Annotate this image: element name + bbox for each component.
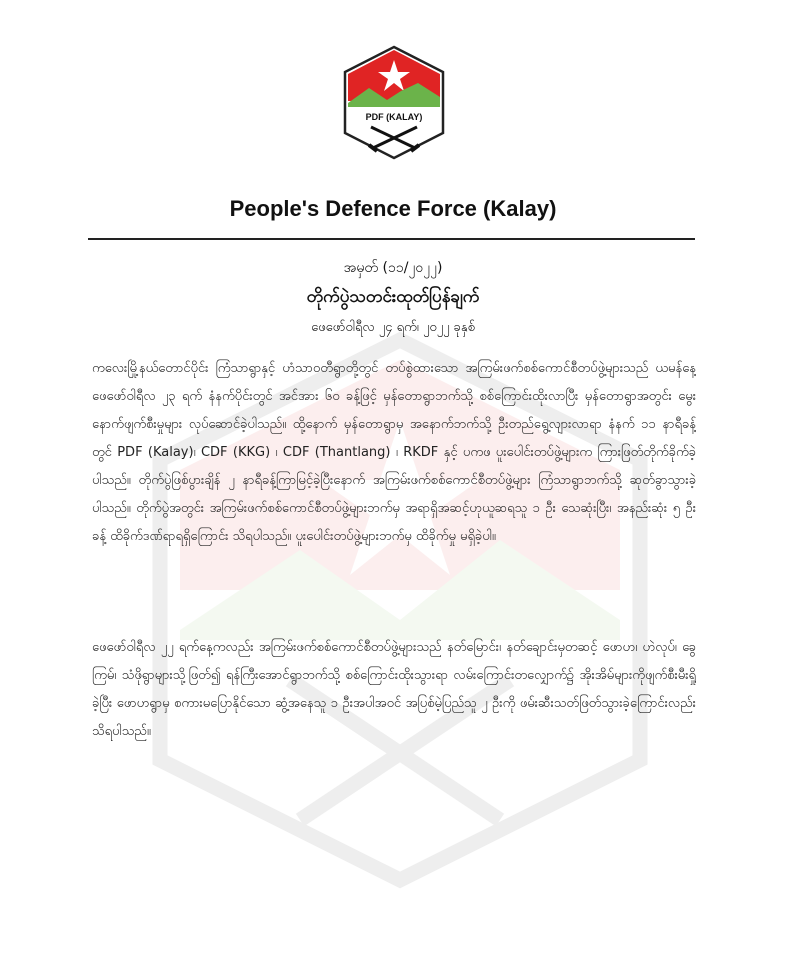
emblem-label: PDF (KALAY) [365, 112, 423, 122]
body-paragraph-2: ဖေဖော်ဝါရီလ ၂၂ ရက်နေ့ကလည်း အကြမ်းဖက်စစ်ကောင်စီတပ်ဖွဲ့များသည် နတ်မြောင်း၊ နတ်ချောင်းမှတဆင့် ဖောဟ၊ ဟဲလုပ်၊ ခွေကြမ်၊ သံဖိုရွာများသို့ဖြတ်၍ ရန်ကြီးအောင်ရွာဘက်သို့ စစ်ကြောင်းထိုးသွားရာ လမ်းကြောင်းတလျှောက်၌ အိုးအိမ်များကိုဖျက်စီးမီးရှို့ခဲ့ပြီး ဖောဟရွာမှ စကားမပြောနိုင်သော ဆွံ့အနေသူ ၁ ဦးအပါအဝင် အပြစ်မဲ့ပြည်သူ ၂ ဦးကို ဖမ်းဆီးသတ်ဖြတ်သွားခဲ့ကြောင်းလည်း သိရပါသည်။ [92, 640, 696, 739]
header-divider [88, 238, 695, 240]
statement-date: ဖေဖော်ဝါရီလ ၂၄ ရက်၊ ၂၀၂၂ ခုနှစ် [311, 320, 475, 335]
statement-heading: တိုက်ပွဲသတင်းထုတ်ပြန်ချက် [306, 287, 480, 307]
organization-title: People's Defence Force (Kalay) [229, 196, 557, 221]
reference-number: အမှတ် (၁၁/၂၀၂၂) [343, 260, 443, 276]
body-paragraph-1: ကလေးမြို့နယ်တောင်ပိုင်း ကြံသာရွာနှင့် ဟံသာဝတီရွာတို့တွင် တပ်စွဲထားသော အကြမ်းဖက်စစ်ကောင်စီတပ်ဖွဲ့များသည် ယမန်နေ့ ဖေဖော်ဝါရီလ ၂၃ ရက် နံနက်ပိုင်းတွင် အင်အား ၆၀ ခန့်ဖြင့် မှန်တောရွာဘက်သို့ စစ်ကြောင်းထိုးလာပြီး မှန်တောရွာအတွင်း မွေးနောက်ဖျက်စီးမှုများ လုပ်ဆောင်ခဲ့ပါသည်။ ထို့နောက် မှန်တောရွာမှ အနောက်ဘက်သို့ ဦးတည်ရွေ့လျားလာရာ နံနက် ၁၁ နာရီခန့်တွင် PDF (Kalay)၊ CDF (KKG) ၊ CDF (Thantlang) ၊ RKDF နှင့် ပကဖ ပူးပေါင်းတပ်ဖွဲ့များက ကြားဖြတ်တိုက်ခိုက်ခဲ့ပါသည်။ တိုက်ပွဲဖြစ်ပွားချိန် ၂ နာရီခန့်ကြာမြင့်ခဲ့ပြီးနောက် အကြမ်းဖက်စစ်ကောင်စီတပ်ဖွဲ့များ ကြံသာရွာဘက်သို့ ဆုတ်ခွာသွားခဲ့ပါသည်။ တိုက်ပွဲအတွင်း အကြမ်းဖက်စစ်ကောင်စီတပ်ဖွဲ့များဘက်မှ အရာရှိအဆင့်ဟုယူဆရသူ ၁ ဦး သေဆုံးပြီး၊ အနည်းဆုံး ၅ ဦးခန့် ထိခိုက်ဒဏ်ရာရရှိကြောင်း သိရပါသည်။ ပူးပေါင်းတပ်ဖွဲ့များဘက်မှ ထိခိုက်မှု မရှိခဲ့ပါ။ [92, 361, 696, 544]
pdf-kalay-emblem-icon [343, 45, 445, 160]
